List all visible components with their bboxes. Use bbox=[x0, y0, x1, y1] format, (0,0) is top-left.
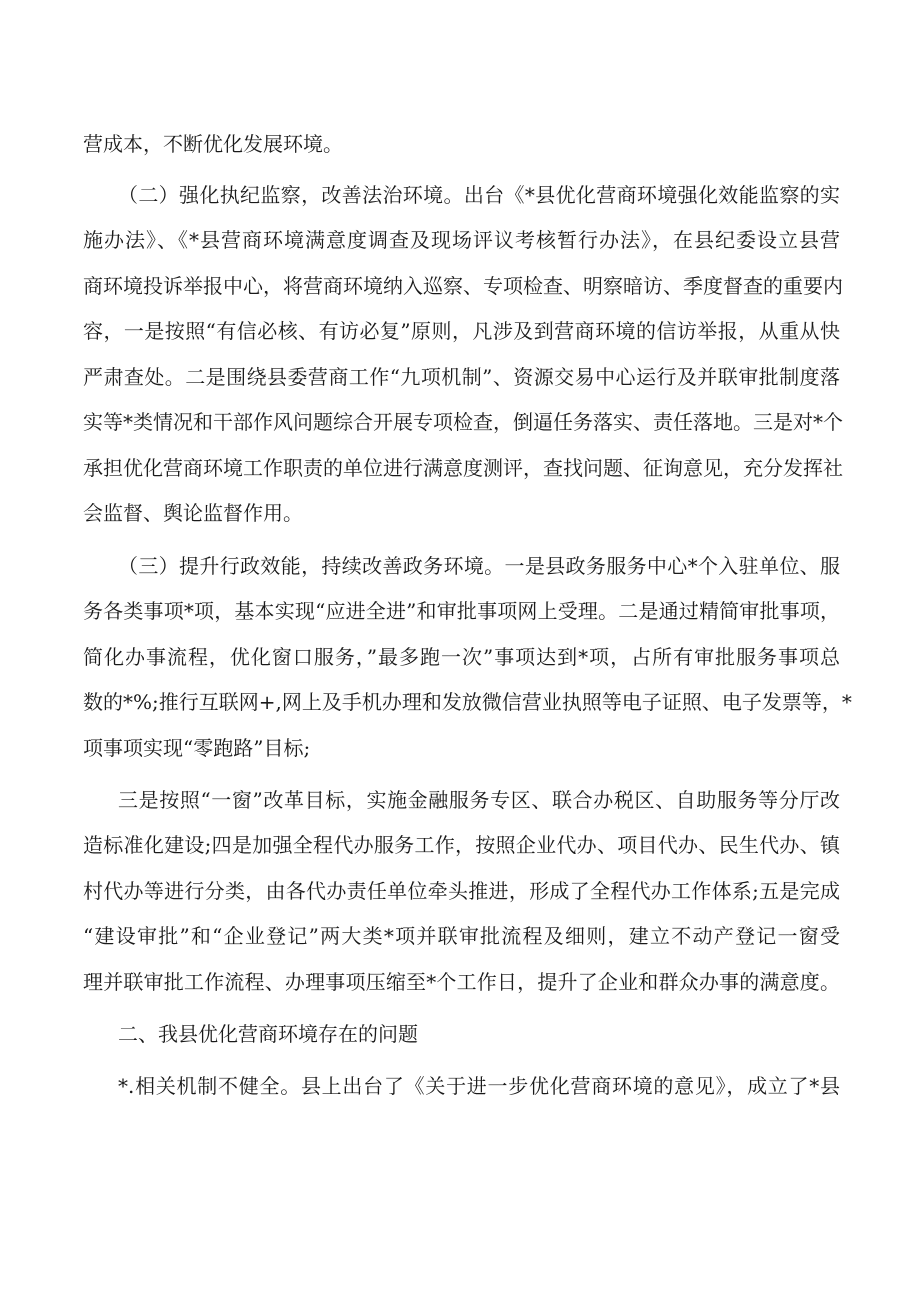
paragraph-line: “建设审批”和“企业登记”两大类*项并联审批流程及细则，建立不动产登记一窗受 bbox=[83, 924, 840, 948]
paragraph-line: 会监督、舆论监督作用。 bbox=[83, 501, 303, 525]
paragraph-line: 理并联审批工作流程、办理事项压缩至*个工作日，提升了企业和群众办事的满意度。 bbox=[83, 970, 840, 994]
paragraph-line: 项事项实现“零跑路”目标; bbox=[83, 736, 311, 760]
paragraph-line: 村代办等进行分类，由各代办责任单位牵头推进，形成了全程代办工作体系;五是完成 bbox=[83, 879, 840, 903]
paragraph-line: 严肃查处。二是围绕县委营商工作“九项机制”、资源交易中心运行及并联审批制度落 bbox=[83, 365, 840, 389]
paragraph-line: 实等*类情况和干部作风问题综合开展专项检查，倒逼任务落实、责任落地。三是对*个 bbox=[83, 410, 843, 434]
paragraph-line: （二）强化执纪监察，改善法治环境。出台《*县优化营商环境强化效能监察的实 bbox=[118, 183, 840, 207]
paragraph-line: *.相关机制不健全。县上出台了《关于进一步优化营商环境的意见》，成立了*县 bbox=[118, 1074, 840, 1098]
paragraph-line: 施办法》、《*县营商环境满意度调查及现场评议考核暂行办法》，在县纪委设立县营 bbox=[83, 228, 840, 252]
paragraph-line: （三）提升行政效能，持续改善政务环境。一是县政务服务中心*个入驻单位、服 bbox=[118, 554, 840, 578]
paragraph-line: 数的*%;推行互联网+,网上及手机办理和发放微信营业执照等电子证照、电子发票等，* bbox=[83, 690, 852, 714]
paragraph-line: 容，一是按照“有信必核、有访必复”原则，凡涉及到营商环境的信访举报，从重从快 bbox=[83, 319, 840, 343]
paragraph-line: 务各类事项*项，基本实现“应进全进”和审批事项网上受理。二是通过精简审批事项， bbox=[83, 599, 840, 623]
paragraph-line: 造标准化建设;四是加强全程代办服务工作，按照企业代办、项目代办、民生代办、镇 bbox=[83, 833, 840, 857]
paragraph-line: 承担优化营商环境工作职责的单位进行满意度测评，查找问题、征询意见，充分发挥社 bbox=[83, 456, 843, 480]
paragraph-line: 简化办事流程，优化窗口服务，”最多跑一次”事项达到*项，占所有审批服务事项总 bbox=[83, 645, 840, 669]
paragraph-line: 三是按照“一窗”改革目标，实施金融服务专区、联合办税区、自助服务等分厅改 bbox=[118, 788, 840, 812]
section-heading: 二、我县优化营商环境存在的问题 bbox=[118, 1022, 418, 1046]
paragraph-line: 商环境投诉举报中心，将营商环境纳入巡察、专项检查、明察暗访、季度督查的重要内 bbox=[83, 274, 843, 298]
paragraph-line: 营成本，不断优化发展环境。 bbox=[83, 132, 343, 156]
